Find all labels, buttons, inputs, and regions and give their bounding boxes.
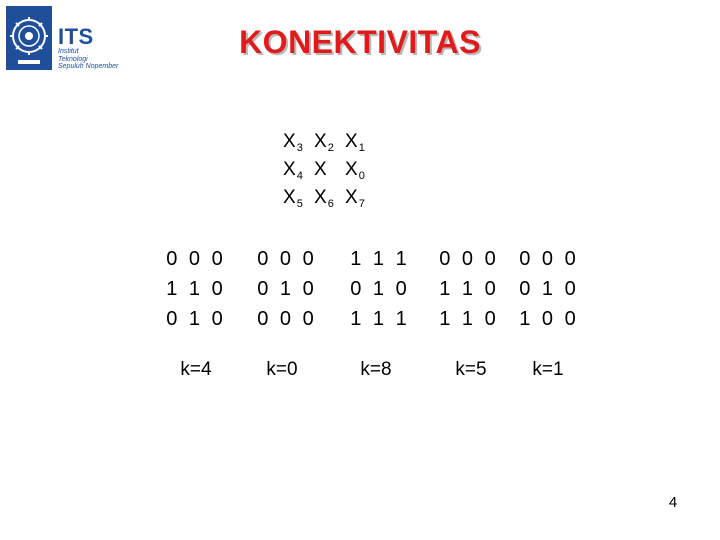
- grid-cell: $X_7$: [345, 187, 365, 210]
- pattern-row: 0 0 0: [439, 248, 499, 270]
- pattern-row: 0 0 0: [257, 248, 317, 270]
- k-label-4: k=5: [455, 359, 487, 380]
- logo-line-1: Institut: [58, 48, 79, 55]
- grid-cell: $X_0$: [345, 159, 365, 182]
- slide-title: KONEKTIVITAS: [239, 24, 481, 60]
- grid-cell: $X_4$: [283, 159, 303, 182]
- grid-row: [283, 184, 376, 212]
- grid-cell: $X_2$: [314, 131, 334, 154]
- grid-row: [283, 128, 376, 156]
- neighborhood-grid: [283, 128, 376, 212]
- grid-cell: $X_5$: [283, 187, 303, 210]
- logo-line-2: Teknologi: [58, 55, 88, 63]
- grid-cell: $X_6$: [314, 187, 334, 210]
- pattern-row: 0 1 0: [166, 308, 226, 330]
- grid-cell: $X_3$: [283, 131, 303, 154]
- pattern-row: 0 0 0: [166, 248, 226, 270]
- pattern-row: 1 1 0: [439, 308, 499, 330]
- example-pattern-1: [151, 244, 241, 334]
- pattern-row: 0 1 0: [350, 278, 410, 300]
- logo-line-3: Sepuluh Nopember: [58, 63, 119, 70]
- example-pattern-2: [242, 244, 332, 334]
- pattern-row: 1 1 0: [439, 278, 499, 300]
- pattern-row: 1 1 1: [350, 308, 410, 330]
- example-pattern-4: [424, 244, 514, 334]
- pattern-row: 1 0 0: [519, 308, 579, 330]
- page-number: 4: [668, 494, 678, 511]
- k-label-2: k=0: [266, 359, 298, 380]
- k-label-1: k=4: [180, 359, 212, 380]
- pattern-row: 1 1 1: [350, 248, 410, 270]
- pattern-row: 0 1 0: [519, 278, 579, 300]
- k-label-5: k=1: [532, 359, 564, 380]
- grid-cell: $X_1$: [345, 131, 365, 154]
- pattern-row: 0 0 0: [519, 248, 579, 270]
- k-label-3: k=8: [360, 359, 392, 380]
- example-pattern-3: [335, 244, 425, 334]
- grid-cell-center: X: [314, 159, 327, 180]
- pattern-row: 1 1 0: [166, 278, 226, 300]
- pattern-row: 0 1 0: [257, 278, 317, 300]
- logo-abbr: ITS: [58, 24, 94, 49]
- pattern-row: 0 0 0: [257, 308, 317, 330]
- example-pattern-5: [504, 244, 594, 334]
- grid-row: [283, 156, 376, 184]
